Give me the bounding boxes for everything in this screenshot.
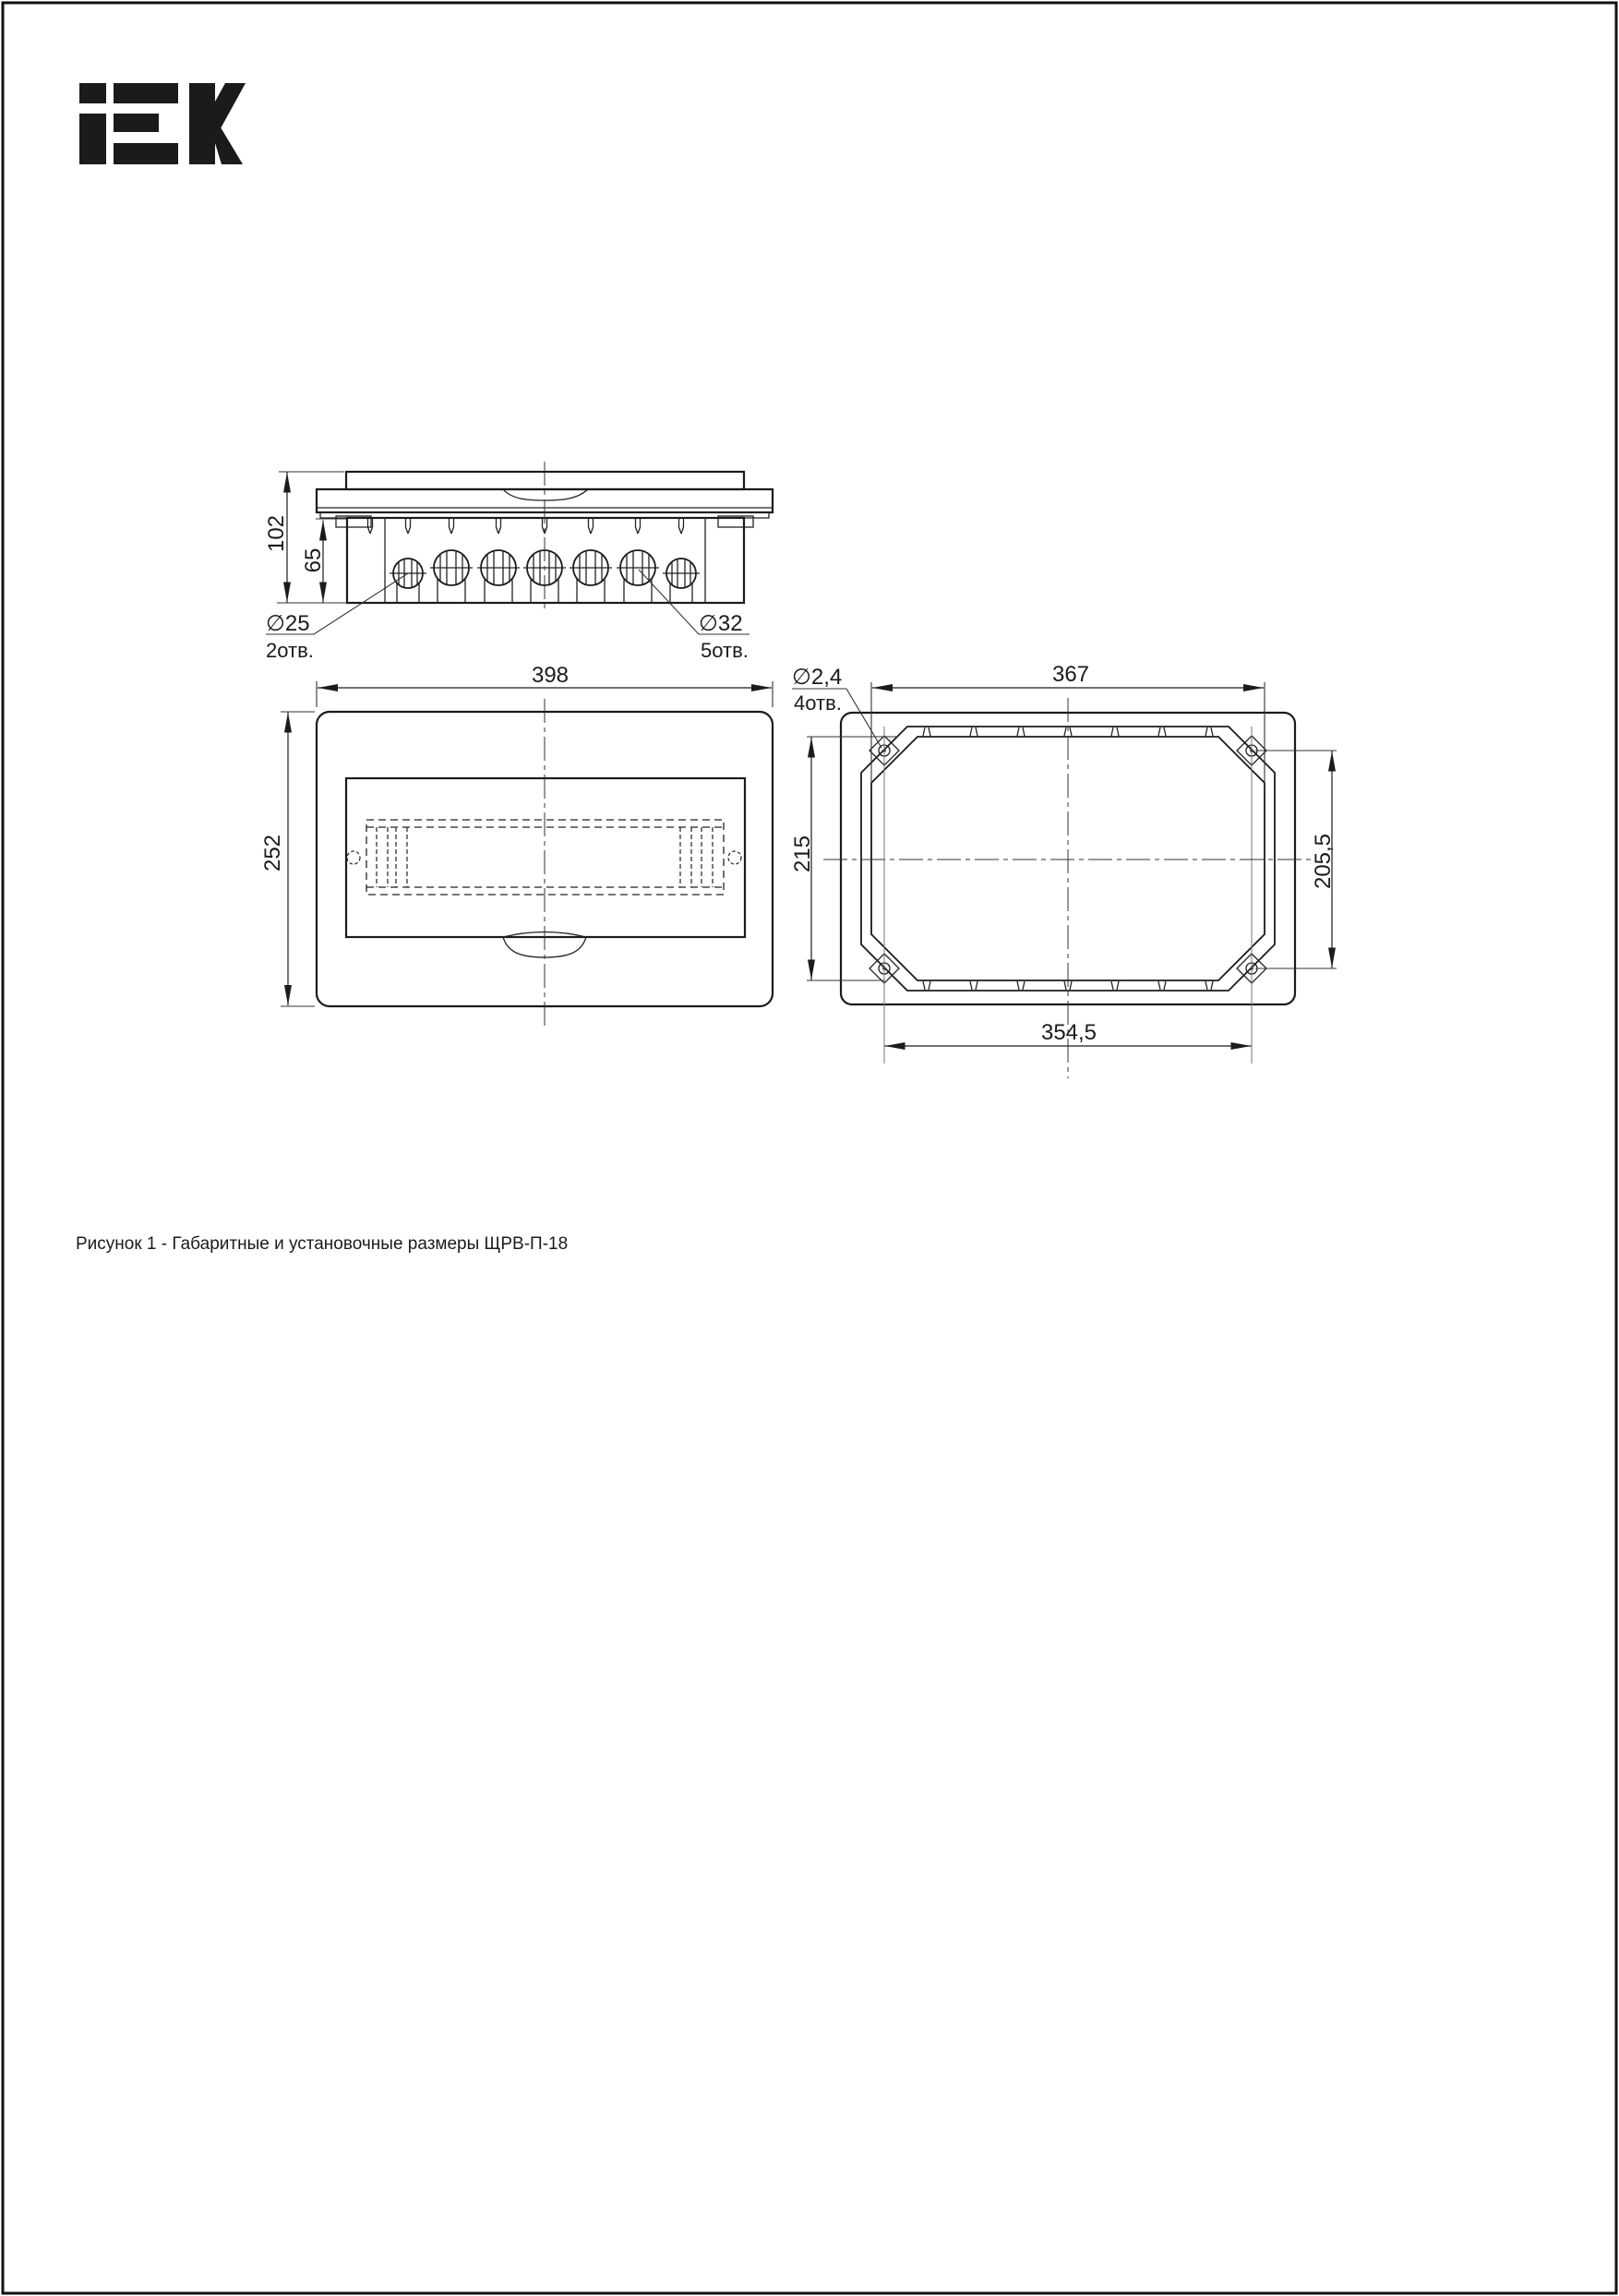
dim-front-width-label: 398	[531, 663, 570, 688]
knockout-32	[430, 550, 473, 603]
knockout-32	[617, 550, 659, 603]
dim-total-height-label: 102	[264, 514, 289, 553]
top-view-handle-arc	[503, 489, 588, 500]
small-hole-count-label: 2отв.	[266, 639, 314, 662]
front-view-door-window	[346, 778, 745, 937]
small-hole-dia-label: ∅25	[266, 611, 310, 636]
page-border	[3, 3, 1616, 2293]
knockout-25	[390, 559, 426, 603]
large-hole-dia-label: ∅32	[699, 611, 743, 636]
dim-mount-spacing-h-label: 354,5	[1040, 1020, 1097, 1045]
front-hidden-hole-left	[347, 851, 360, 864]
figure-caption: Рисунок 1 - Габаритные и установочные размеры ЩРВ-П-18	[76, 1234, 569, 1254]
mount-hole-dia-label: ∅2,4	[792, 665, 843, 690]
dim-body-height-label: 65	[301, 547, 326, 573]
rear-view	[790, 662, 1337, 1078]
dim-rear-height-label: 215	[790, 835, 815, 873]
knockout-32	[570, 550, 612, 603]
dim-rear-width-label: 367	[1051, 662, 1090, 687]
dim-mount-spacing-v-label: 205,5	[1311, 833, 1336, 890]
knockout-32	[477, 550, 520, 603]
top-view	[264, 462, 773, 662]
large-hole-count-label: 5отв.	[701, 639, 749, 662]
front-view	[260, 663, 773, 1028]
mount-hole-count-label: 4отв.	[794, 691, 842, 715]
front-hidden-hole-right	[728, 851, 741, 864]
dim-front-height-label: 252	[260, 834, 285, 872]
iek-logo	[79, 83, 246, 164]
knockout-25	[663, 559, 700, 603]
